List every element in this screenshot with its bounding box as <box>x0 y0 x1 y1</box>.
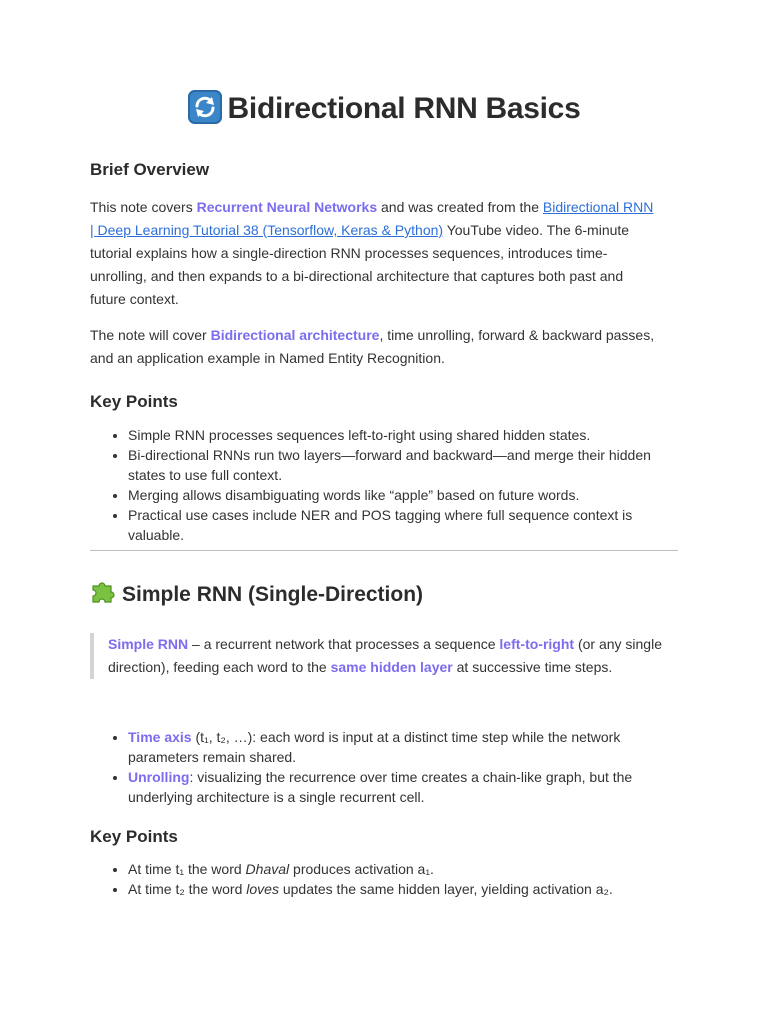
page-title-text: Bidirectional RNN Basics <box>227 92 581 125</box>
list-item <box>128 859 663 879</box>
refresh-arrows-icon <box>188 90 222 124</box>
list-item: • Merging allows disambiguating words like “apple” based on future words. <box>128 485 663 505</box>
list-item <box>128 727 663 767</box>
text-run: : visualizing the recurrence over time creates a chain-like graph, but the underlying architecture is a single recurrent cell. <box>128 769 633 805</box>
list-item: • Bi-directional RNNs run two layers—forward and backward—and merge their hidden states to use full context. <box>128 445 663 485</box>
overview-paragraph-2 <box>90 324 660 370</box>
text-run: YouTube video. The 6-minute tutorial explains how a single-direction RNN processes sequences, introduces time-unrolling, and then expands to a bi-directional architecture that captures both past and future context. <box>90 222 630 307</box>
overview-paragraph-1 <box>90 196 660 311</box>
section-divider <box>90 550 678 551</box>
emphasis-word: Dhaval <box>245 861 290 877</box>
callout-text <box>108 633 678 679</box>
key-points-list <box>90 425 663 545</box>
text-run: updates the same hidden layer, yielding activation a₂. <box>278 881 613 897</box>
text-run: The note will cover <box>90 327 211 343</box>
section-title-simple-rnn <box>90 577 423 611</box>
puzzle-piece-icon <box>90 577 118 611</box>
text-run: This note covers <box>90 199 197 215</box>
text-run: , time unrolling, forward & backward passes, and an application example in Named Entity Recognition. <box>90 327 655 366</box>
page-title <box>90 90 678 126</box>
key-points-heading-2: Key Points <box>90 827 178 846</box>
youtube-video-link[interactable]: Bidirectional RNN | Deep Learning Tutorial 38 (Tensorflow, Keras & Python) <box>90 199 654 238</box>
overview-heading: Brief Overview <box>90 160 210 179</box>
text-run: – a recurrent network that processes a sequence <box>188 636 500 652</box>
text-run: (t₁, t₂, …): each word is input at a distinct time step while the network parameters remain shared. <box>128 729 621 765</box>
text-run: (or any single direction), feeding each word to the <box>108 636 662 675</box>
text-run: at successive time steps. <box>452 659 613 675</box>
definition-callout <box>90 633 678 679</box>
term-time-axis: Time axis <box>128 729 192 745</box>
term-unrolling: Unrolling <box>128 769 190 785</box>
key-points-list-2 <box>90 859 663 899</box>
highlight-simple-rnn: Simple RNN <box>108 636 189 652</box>
text-run: At time t₂ the word <box>128 881 247 897</box>
key-points-heading: Key Points <box>90 392 178 411</box>
list-item <box>128 879 663 899</box>
text-run: and was created from the <box>377 199 543 215</box>
list-item: • Practical use cases include NER and POS tagging where full sequence context is valuable. <box>128 505 663 545</box>
highlight-left-to-right: left-to-right <box>499 636 575 652</box>
text-run: produces activation a₁. <box>289 861 434 877</box>
highlight-recurrent-neural-networks: Recurrent Neural Networks <box>196 199 378 215</box>
highlight-same-hidden-layer: same hidden layer <box>330 659 453 675</box>
section-title-text: Simple RNN (Single-Direction) <box>122 583 424 606</box>
list-item <box>128 767 663 807</box>
simple-rnn-bullets <box>90 727 663 807</box>
emphasis-word: loves <box>246 881 279 897</box>
list-item: • Simple RNN processes sequences left-to-right using shared hidden states. <box>128 425 663 445</box>
highlight-bidirectional-architecture: Bidirectional architecture <box>210 327 380 343</box>
text-run: At time t₁ the word <box>128 861 246 877</box>
